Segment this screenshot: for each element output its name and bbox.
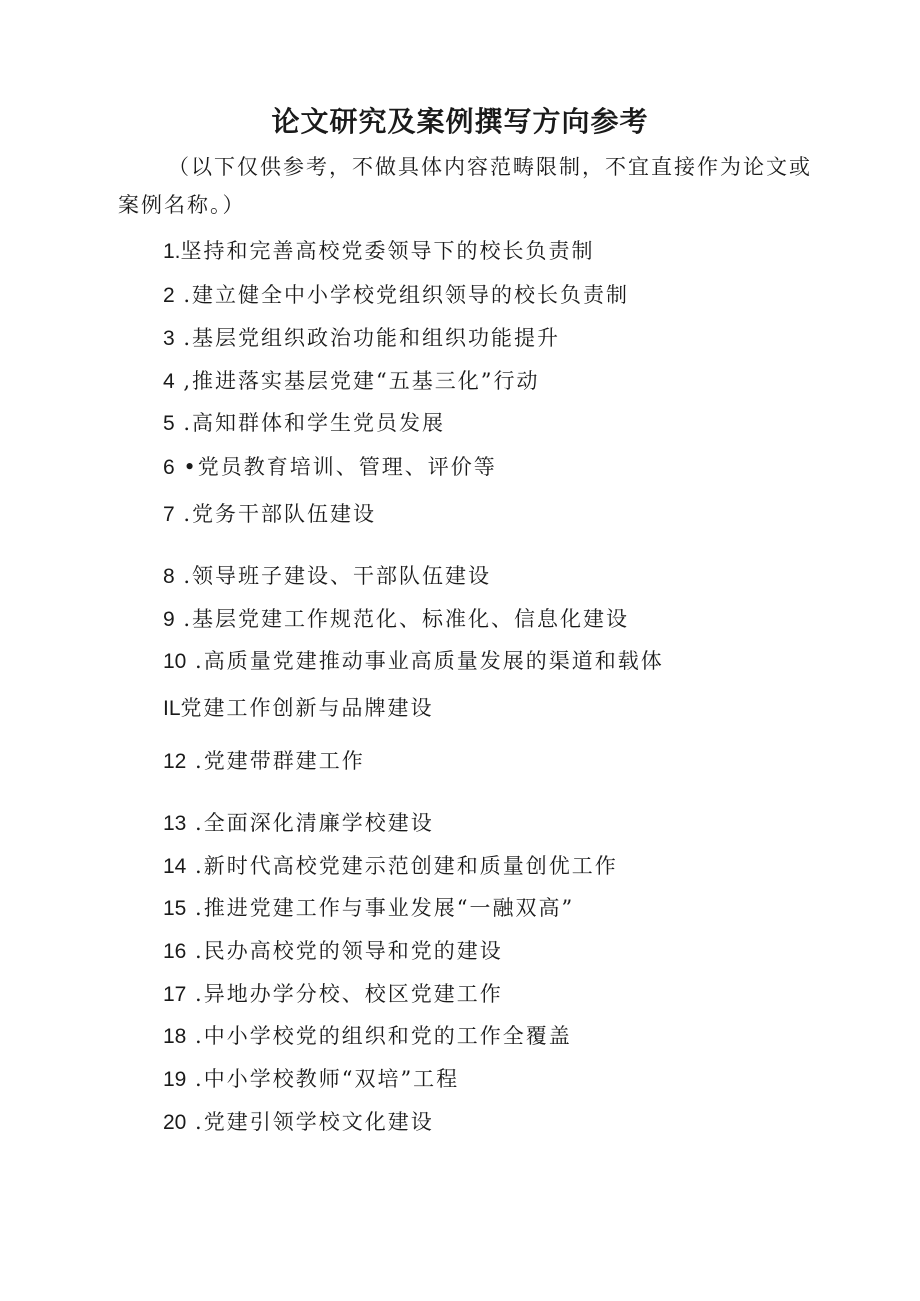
list-item (163, 692, 434, 722)
item-text: .新时代高校党建示范创建和质量创优工作 (186, 854, 618, 878)
list-item (163, 978, 503, 1008)
item-text: .高知群体和学生党员发展 (174, 411, 446, 435)
item-text: ,推进落实基层党建“五基三化”行动 (174, 369, 540, 393)
item-number: 19 (163, 1068, 187, 1091)
item-text: .党建带群建工作 (186, 749, 365, 773)
list-item (163, 235, 595, 265)
item-number: 4 (163, 370, 175, 393)
item-text: .中小学校党的组织和党的工作全覆盖 (186, 1024, 572, 1048)
list-item (163, 322, 560, 352)
item-number: 16 (163, 940, 187, 963)
document-note: （以下仅供参考，不做具体内容范畴限制，不宜直接作为论文或案例名称。） (118, 155, 812, 217)
list-item (163, 279, 629, 309)
list-item (163, 1020, 572, 1050)
list-item (163, 645, 664, 675)
item-text: .中小学校教师“双培”工程 (186, 1067, 460, 1091)
item-text: 党建工作创新与品牌建设 (180, 696, 434, 720)
list-item (163, 807, 434, 837)
item-number: 6 (163, 456, 175, 479)
list-item (163, 407, 445, 437)
item-text: .民办高校党的领导和党的建设 (186, 939, 503, 963)
list-item (163, 745, 365, 775)
item-number: 10 (163, 650, 187, 673)
item-number: 2 (163, 284, 175, 307)
item-number: IL (163, 697, 181, 720)
item-number: 7 (163, 503, 175, 526)
list-item (163, 451, 497, 481)
item-number: 5 (163, 412, 175, 435)
item-text: .基层党组织政治功能和组织功能提升 (174, 326, 561, 350)
item-number: 18 (163, 1025, 187, 1048)
item-text: .高质量党建推动事业高质量发展的渠道和载体 (186, 649, 664, 673)
list-item (163, 560, 491, 590)
item-text: 坚持和完善高校党委领导下的校长负责制 (180, 239, 595, 263)
item-text: .党务干部队伍建设 (174, 502, 377, 526)
list-item (163, 365, 540, 395)
item-number: 3 (163, 327, 175, 350)
item-text: .异地办学分校、校区党建工作 (186, 982, 503, 1006)
item-number: 1. (163, 240, 181, 263)
list-item (163, 1106, 434, 1136)
item-number: 8 (163, 565, 175, 588)
list-item (163, 892, 574, 922)
item-number: 9 (163, 608, 175, 631)
page-title: 论文研究及案例撰写方向参考 (271, 105, 649, 138)
list-item (163, 603, 629, 633)
list-item (163, 1063, 459, 1093)
item-text: .推进党建工作与事业发展“一融双高” (186, 896, 575, 920)
item-text: .领导班子建设、干部队伍建设 (174, 564, 492, 588)
item-number: 17 (163, 983, 187, 1006)
list-item (163, 850, 618, 880)
item-number: 20 (163, 1111, 187, 1134)
item-text: .基层党建工作规范化、标准化、信息化建设 (174, 607, 630, 631)
item-number: 15 (163, 897, 187, 920)
list-item (163, 935, 503, 965)
item-text: .建立健全中小学校党组织领导的校长负责制 (174, 283, 630, 307)
item-text: .党建引领学校文化建设 (186, 1110, 434, 1134)
item-number: 13 (163, 812, 187, 835)
item-text: .全面深化清廉学校建设 (186, 811, 434, 835)
list-item (163, 498, 376, 528)
item-number: 14 (163, 855, 187, 878)
item-number: 12 (163, 750, 187, 773)
item-text: •党员教育培训、管理、评价等 (174, 455, 497, 479)
